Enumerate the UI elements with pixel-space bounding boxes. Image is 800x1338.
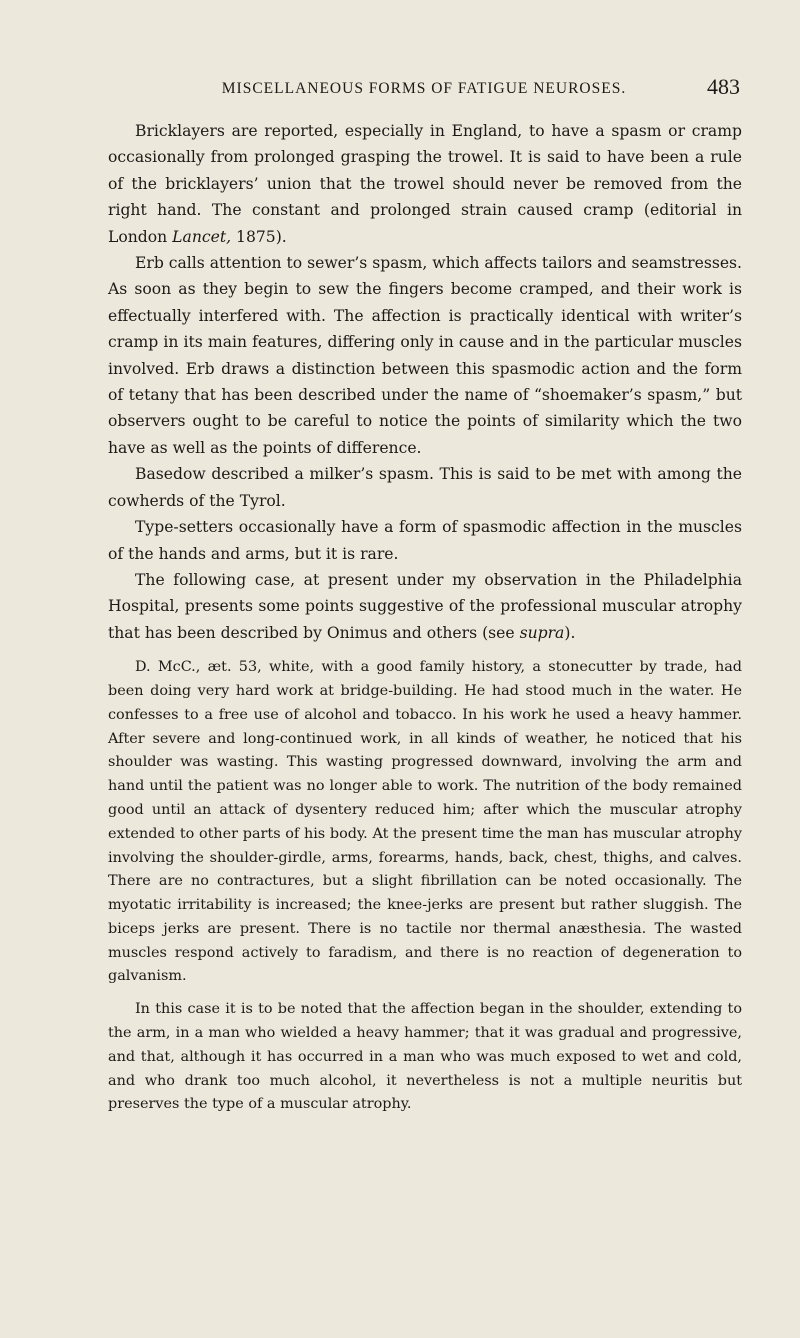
paragraph-text: In this case it is to be noted that the affection began in the shoulder, extending to the arm, in a man who wielded a heavy hammer; that it was gradual and progressive, and that, although it has occurred in a man who was much exposed to wet and cold, and who drank too much alcohol, it nevertheless is not a multiple neuritis but preserves the type of a muscular atrophy.: [108, 1001, 742, 1113]
paragraph-case-comment: [108, 998, 742, 1117]
paragraph-text: ).: [564, 623, 576, 642]
paragraph-text: The following case, at present under my observation in the Philadelphia Hospital, presents some points suggestive of the professional muscular atrophy that has been described by Onimus and others (see: [108, 570, 742, 642]
main-text: [108, 118, 742, 646]
case-report: [108, 656, 742, 1117]
paragraph-case-history: [108, 656, 742, 989]
paragraph-text: Type-setters occasionally have a form of spasmodic affection in the muscles of the hands and arms, but it is rare.: [108, 518, 742, 563]
page-number: 483: [707, 74, 740, 99]
paragraph-milkers-spasm: [108, 461, 742, 514]
paragraph-italic: Lancet,: [172, 227, 232, 246]
running-title: MISCELLANEOUS FORMS OF FATIGUE NEUROSES.: [221, 80, 627, 97]
paragraph-text: Basedow described a milker’s spasm. This is said to be met with among the cowherds of the Tyrol.: [108, 465, 742, 510]
paragraph-sewers-spasm: [108, 250, 742, 461]
paragraph-type-setters: [108, 514, 742, 567]
paragraph-following-case: [108, 567, 742, 646]
paragraph-text: D. McC., æt. 53, white, with a good family history, a stonecutter by trade, had been doing very hard work at bridge-building. He had stood much in the water. He confesses to a free use of alcohol and tobacco. In his work he used a heavy hammer. After severe and long-continued work, in all kinds of weather, he noticed that his shoulder was wasting. This wasting progressed downward, involving the arm and hand until the patient was no longer able to work. The nutrition of the body remained good until an attack of dysentery reduced him; after which the muscular atrophy extended to other parts of his body. At the present time the man has muscular atrophy involving the shoulder-girdle, arms, forearms, hands, back, chest, thighs, and calves. There are no contractures, but a slight fibrillation can be noted occasionally. The myotatic irritability is increased; the knee-jerks are present but rather sluggish. The biceps jerks are present. There is no tactile nor thermal anæsthesia. The wasted muscles respond actively to faradism, and there is no reaction of degeneration to galvanism.: [108, 659, 742, 985]
paragraph-text: Erb calls attention to sewer’s spasm, which affects tailors and seamstresses. As soon as they begin to sew the fingers become cramped, and their work is effectually interfered with. The affection is practically identical with writer’s cramp in its main features, differing only in cause and in the particular muscles involved. Erb draws a distinction between this spasmodic action and the form of tetany that has been described under the name of “shoemaker’s spasm,” but observers ought to be careful to notice the points of similarity which the two have as well as the points of difference.: [108, 254, 743, 457]
paragraph-italic: supra: [519, 623, 565, 642]
paragraph-bricklayers: [108, 118, 742, 250]
paragraph-text: 1875).: [231, 227, 287, 246]
running-head: [108, 74, 740, 104]
paragraph-text: Bricklayers are reported, especially in England, to have a spasm or cramp occasionally from prolonged grasping the trowel. It is said to have been a rule of the bricklayers’ union that the trowel should never be removed from the right hand. The constant and prolonged strain caused cramp (editorial in London: [108, 122, 742, 246]
body-text: [108, 118, 742, 1117]
